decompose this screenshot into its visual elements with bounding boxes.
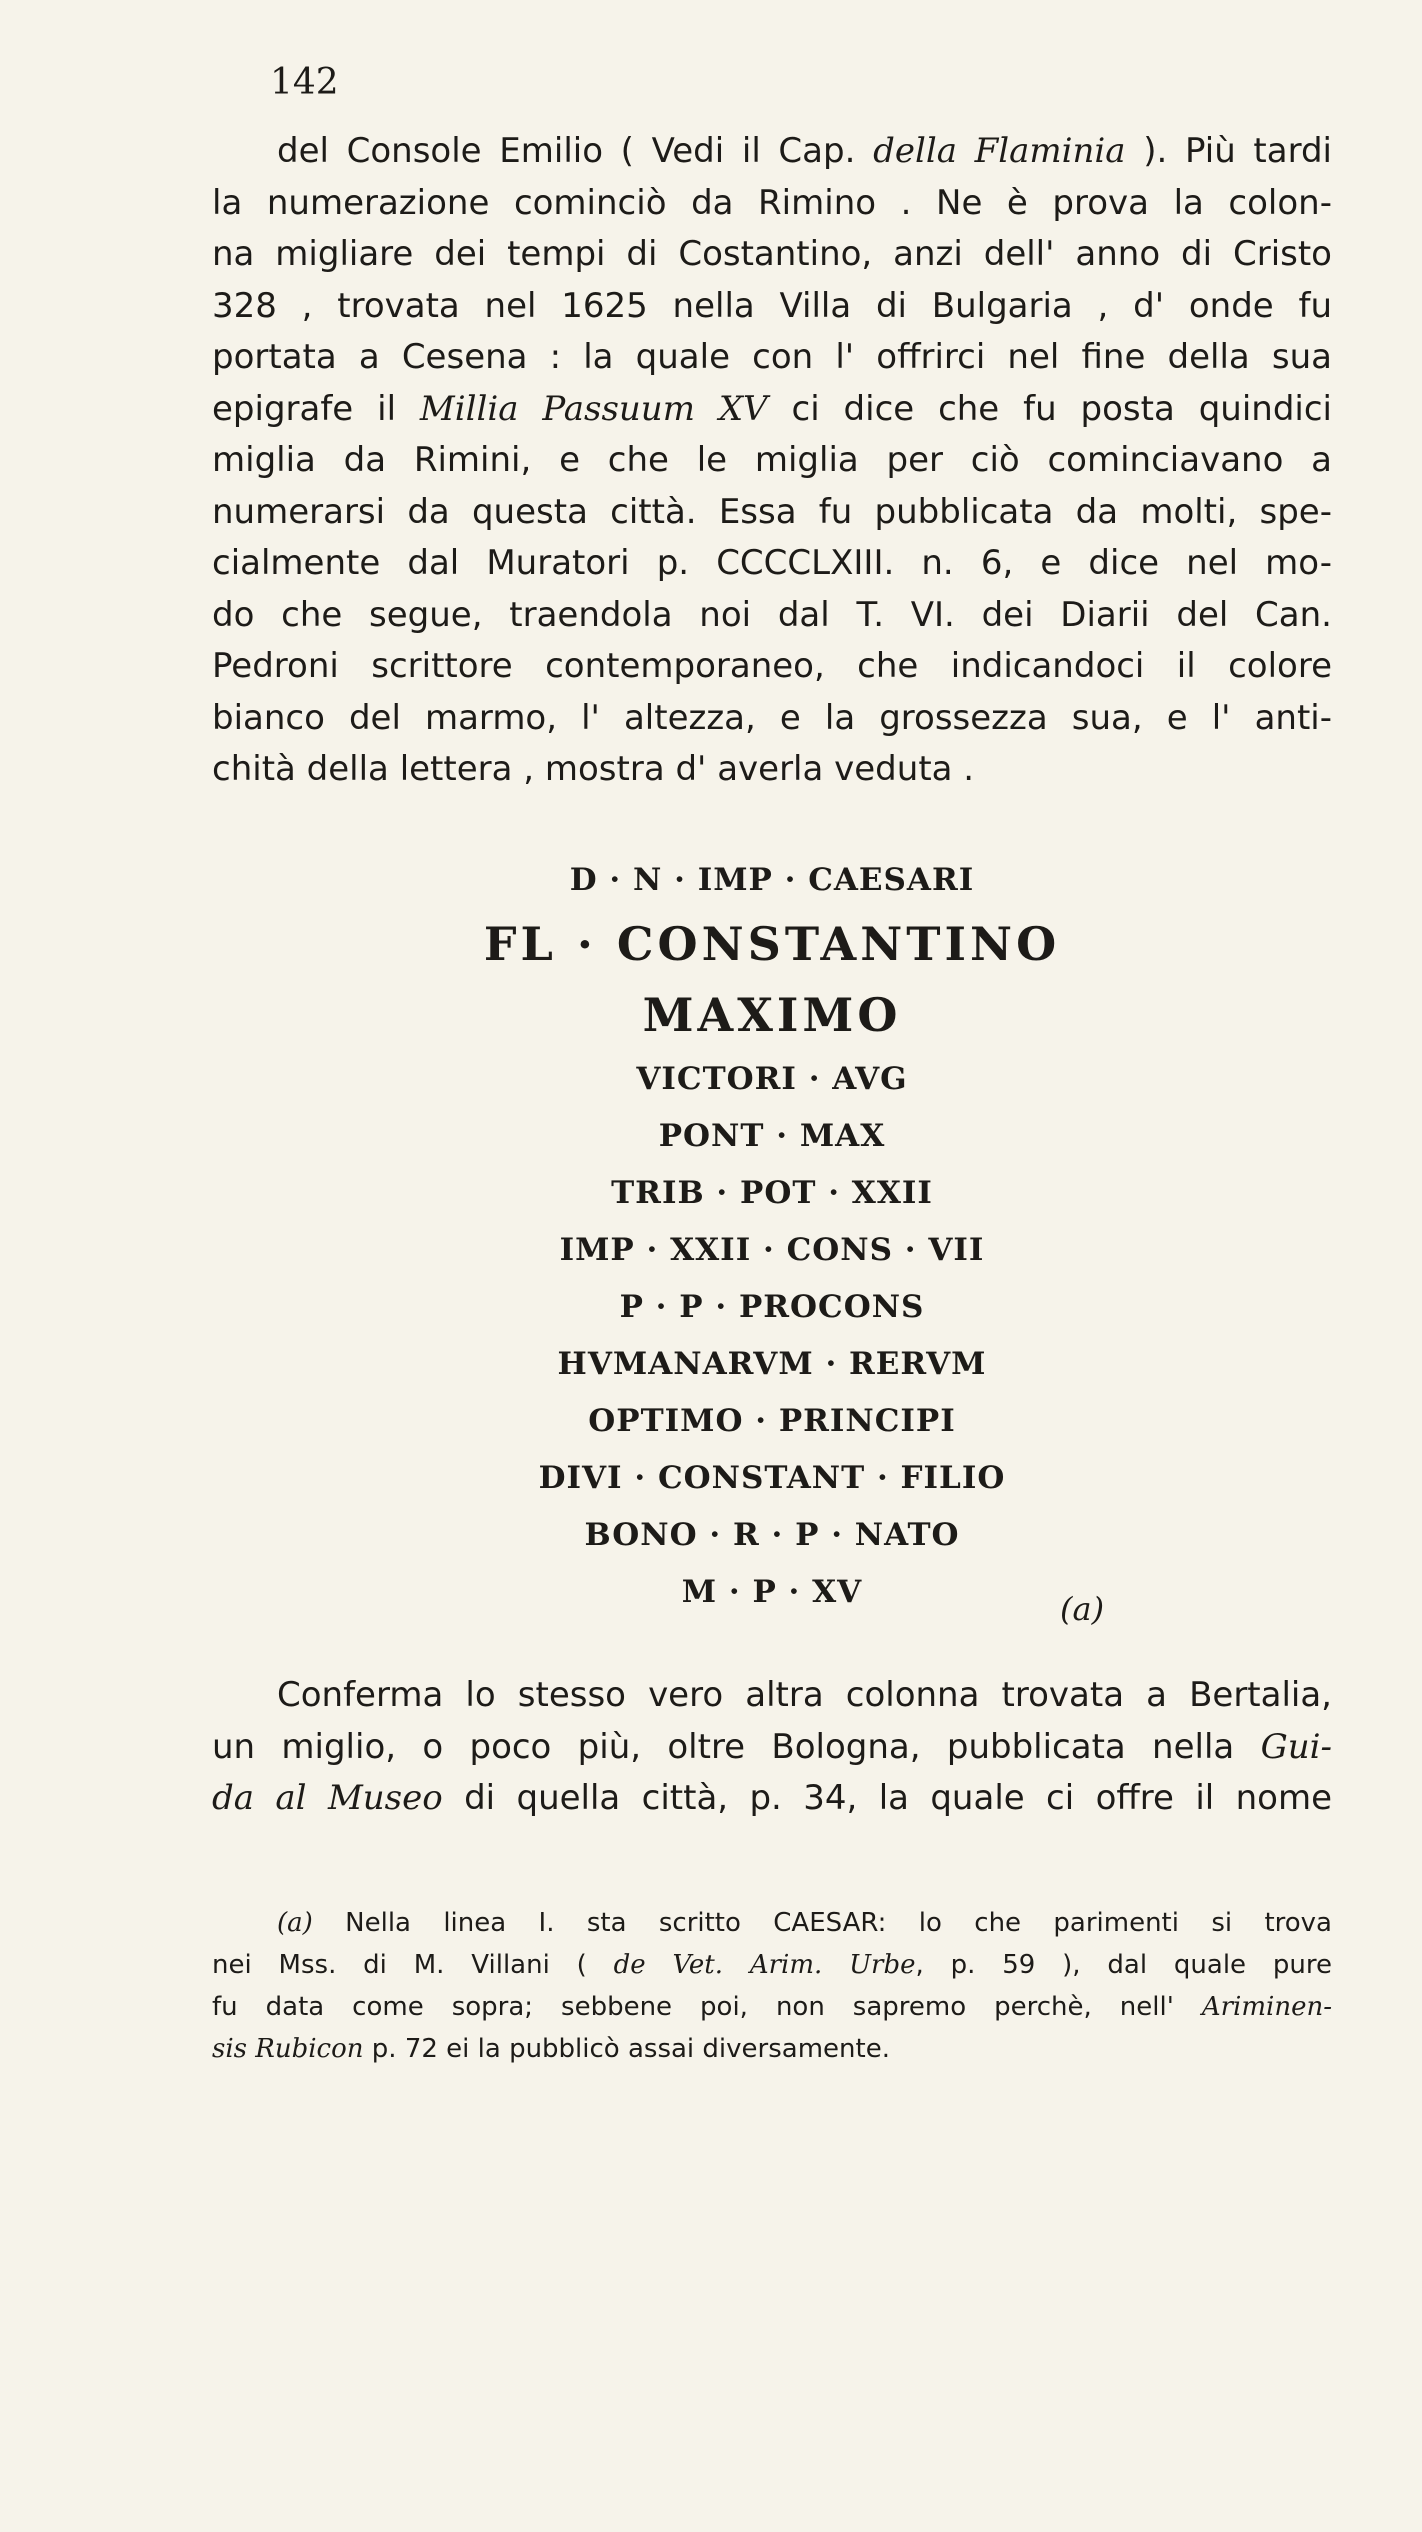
text-run: do che segue, traendola noi dal T. VI. dei Diarii del Can. <box>212 594 1332 635</box>
text-run: Nella linea I. sta scritto CAESAR: lo che parimenti si trova <box>312 1908 1332 1938</box>
text-run: p. 72 ei la pubblicò assai diversamente. <box>363 2034 890 2064</box>
inscription-footnote-marker: (a) <box>1060 1590 1105 1628</box>
text-run: na migliare dei tempi di Costantino, anzi dell' anno di Cristo <box>212 234 1332 274</box>
text-line <box>212 384 1332 436</box>
text-line <box>212 1773 1332 1825</box>
text-run: un miglio, o poco più, oltre Bologna, pubblicata nella <box>212 1726 1261 1767</box>
text-run: Pedroni scrittore contemporaneo, che indicandoci il colore <box>212 646 1332 686</box>
text-run: cialmente dal Muratori p. CCCCLXIII. n. 6, e dice nel mo- <box>212 543 1332 583</box>
text-run: , p. 59 ), dal quale pure <box>915 1950 1332 1980</box>
text-line <box>212 641 1332 693</box>
text-line <box>212 229 1332 281</box>
inscription-line: FL · CONSTANTINO <box>483 917 1061 971</box>
text-line <box>212 435 1332 487</box>
text-run: di quella città, p. 34, la quale ci offre il nome <box>442 1778 1332 1818</box>
italic-run: della Flaminia <box>873 131 1126 171</box>
inscription-line: TRIB · POT · XXII <box>611 1175 933 1211</box>
text-run: epigrafe il <box>212 388 420 429</box>
footnote-line <box>212 1902 1332 1944</box>
footnote-line <box>212 2028 1332 2070</box>
text-run: Conferma lo stesso vero altra colonna trovata a Bertalia, <box>277 1675 1332 1715</box>
text-line <box>212 590 1332 642</box>
text-run: nei Mss. di M. Villani ( <box>212 1950 614 1980</box>
text-line <box>212 693 1332 745</box>
text-run: ). Più tardi <box>1125 131 1332 171</box>
italic-run: de Vet. Arim. Urbe <box>613 1950 916 1980</box>
italic-run: Gui- <box>1260 1726 1332 1767</box>
inscription-line: OPTIMO · PRINCIPI <box>588 1403 956 1439</box>
text-run: portata a Cesena : la quale con l' offrirci nel fine della sua <box>212 337 1332 377</box>
text-line <box>212 332 1332 384</box>
text-line <box>212 744 1332 796</box>
continuation-paragraph <box>212 1670 1332 1825</box>
text-line <box>212 281 1332 333</box>
inscription-block <box>212 852 1332 1621</box>
italic-run: da al Museo <box>212 1778 443 1818</box>
italic-run: Millia Passuum XV <box>419 388 768 429</box>
text-run: la numerazione cominciò da Rimino . Ne è prova la colon- <box>212 182 1332 223</box>
text-run: numerarsi da questa città. Essa fu pubblicata da molti, spe- <box>212 491 1332 532</box>
footnote-marker: (a) <box>277 1908 313 1938</box>
italic-run: sis Rubicon <box>212 2034 364 2064</box>
footnote-line <box>212 1986 1332 2028</box>
text-line <box>212 1670 1332 1722</box>
text-run: chità della lettera , mostra d' averla veduta . <box>212 749 975 789</box>
text-run: ci dice che fu posta quindici <box>767 388 1332 429</box>
inscription-line: BONO · R · P · NATO <box>584 1517 960 1553</box>
text-run: del Console Emilio ( Vedi il Cap. <box>277 131 874 171</box>
main-paragraph <box>212 126 1332 796</box>
text-line <box>212 538 1332 590</box>
text-run: bianco del marmo, l' altezza, e la grossezza sua, e l' anti- <box>212 697 1332 738</box>
italic-run: Ariminen- <box>1201 1992 1332 2022</box>
inscription-line: MAXIMO <box>642 988 902 1042</box>
text-run: fu data come sopra; sebbene poi, non sapremo perchè, nell' <box>212 1992 1202 2022</box>
text-line <box>212 487 1332 539</box>
inscription-line: D · N · IMP · CAESARI <box>569 862 975 898</box>
inscription-line: P · P · PROCONS <box>619 1289 925 1325</box>
text-line <box>212 126 1332 178</box>
footnote-line <box>212 1944 1332 1986</box>
inscription-line: VICTORI · AVG <box>636 1061 908 1097</box>
inscription-line: M · P · XV <box>681 1574 863 1610</box>
inscription-line: DIVI · CONSTANT · FILIO <box>538 1460 1006 1496</box>
text-line <box>212 1722 1332 1774</box>
inscription-line: IMP · XXII · CONS · VII <box>559 1232 985 1268</box>
inscription-line: HVMANARVM · RERVM <box>557 1346 987 1382</box>
text-run: 328 , trovata nel 1625 nella Villa di Bulgaria , d' onde fu <box>212 285 1332 326</box>
page-number: 142 <box>270 62 339 103</box>
inscription-line: PONT · MAX <box>658 1118 886 1154</box>
footnote <box>212 1902 1332 2070</box>
text-line <box>212 178 1332 230</box>
text-run: miglia da Rimini, e che le miglia per ciò cominciavano a <box>212 440 1332 480</box>
